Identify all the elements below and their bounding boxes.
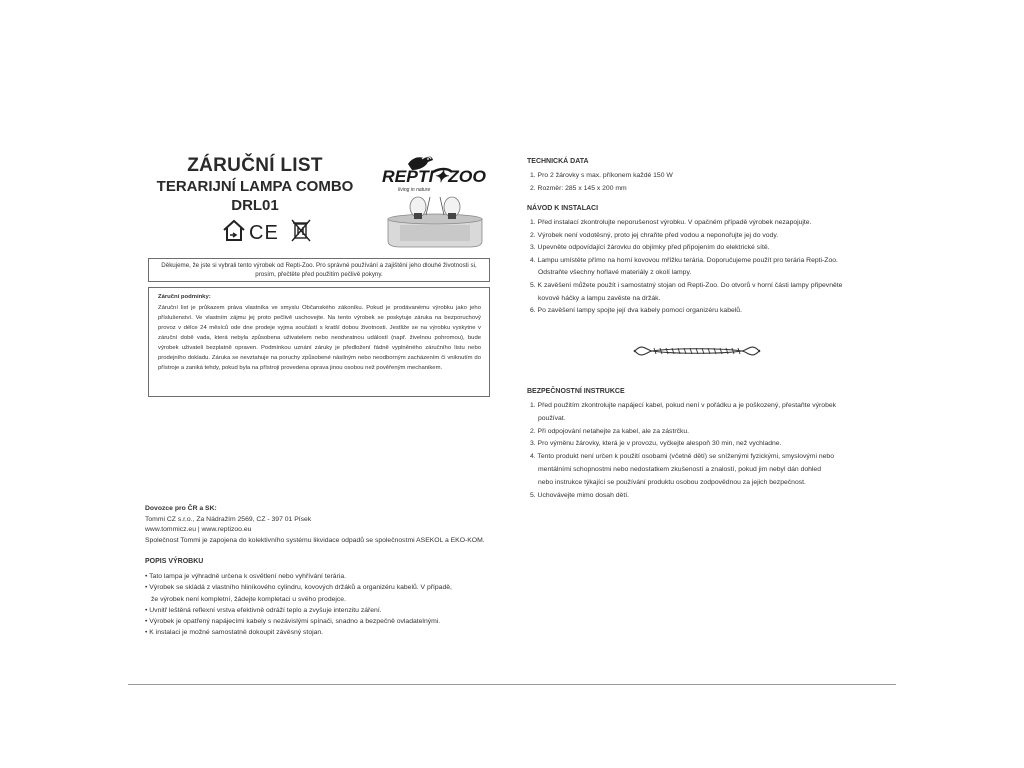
importer-address: Tommi CZ s.r.o., Za Nádražím 2569, CZ - 397 01 Písek — [145, 515, 312, 523]
list-item: 4. Lampu umístěte přímo na horní kovovou mřížku terária. Doporučujeme použít pro terária Repti-Zoo. — [530, 256, 838, 264]
indoor-use-icon — [224, 221, 244, 240]
list-item: • Výrobek se skládá z vlastního hliníkového cylindru, kovových držáků a organizéru kabelů. V případě, že výrobek není kompletní, žádejte kompletaci u svého prodejce. — [145, 584, 452, 603]
list-item: 4. Tento produkt není určen k použití osobami (včetně dětí) se sníženými fyzickými, smyslovými nebo — [530, 453, 834, 461]
list-item: • Tato lampa je výhradně určena k osvětlení nebo vyhřívání terária. — [145, 573, 346, 580]
bottom-divider — [128, 684, 896, 685]
warranty-conditions — [148, 287, 490, 397]
certification-icons — [222, 217, 332, 243]
importer-websites: www.tommicz.eu | www.reptizoo.eu — [145, 526, 252, 533]
list-item: • K instalaci je možné samostatně dokoupit závěsný stojan. — [145, 629, 324, 637]
list-item: 2. Rozměr: 285 x 145 x 200 mm — [530, 184, 627, 192]
warranty-text: Záruční list je průkazem práva vlastníka ve smyslu Občanského zákoníku. Pokud je prodávanému výrobku jako jeho příslušenství. Ve vlastním zájmu jej proto pečlivě uschovejte. Na tento výrobek se poskytuje záruka na bezporuchový provoz v délce 24 měsíců ode dne prodeje vyjma součástí s kratší dobou životnosti. Jestliže se na výrobku vyskytne v záruční době vada, která nebyla způsobena uživatelem nebo neodvratnou událostí (např. živelnou pohromou), bude výrobek uživateli bezplatně opraven. Podmínkou uznání záruky je předložení řádně vyplněného záručního listu nebo prodejního dokladu. Záruka se nevztahuje na poruchy způsobené násilným nebo neodborným zacházením či vniknutím do přístroje a zaniká tehdy, pokud byla na přístroji provedena oprava jinou osobou než pověřeným mechanikem. — [158, 305, 481, 371]
warranty-heading: Záruční podmínky: — [158, 294, 211, 300]
safety-list — [530, 400, 900, 502]
importer-info — [145, 504, 525, 546]
list-item-continuation: nebo instrukce týkající se používání produktu osobou zodpovědnou za jejich bezpečnost. — [538, 478, 806, 486]
repti-zoo-logo — [378, 150, 490, 196]
installation-heading: NÁVOD K INSTALACI — [527, 205, 599, 212]
list-item: 6. Po zavěšení lampy spojte její dva kabely pomocí organizéru kabelů. — [530, 307, 742, 315]
thanks-note: Děkujeme, že jste si vybrali tento výrobek od Repti-Zoo. Pro správné používání a zajištění jeho dlouhé životnosti si, prosím, přečtěte před použitím pečlivě pokyny. — [148, 258, 490, 282]
svg-text:living in nature: living in nature — [398, 187, 431, 193]
technical-data-heading: TECHNICKÁ DATA — [527, 158, 589, 165]
list-item: • Výrobek je opatřený napájecími kabely s nezávislými spínači, snadno a bezpečně ovladatelnými. — [145, 618, 441, 626]
list-item-continuation: mentálními schopnostmi nebo nedostatkem zkušeností a znalostí, pokud jim nebyl dán dohled — [538, 465, 821, 473]
document-title-block — [150, 155, 360, 215]
list-item: 3. Upevněte odpovídající žárovku do objímky před připojením do elektrické sítě. — [530, 244, 770, 252]
safety-heading: BEZPEČNOSTNÍ INSTRUKCE — [527, 388, 625, 395]
list-item: 1. Pro 2 žárovky s max. příkonem každé 150 W — [530, 172, 673, 179]
list-item: 5. K zavěšení můžete použít i samostatný stojan od Repti-Zoo. Do otvorů v horní části lampy připevněte — [530, 281, 843, 289]
cable-organizer-illustration — [632, 330, 762, 372]
installation-list — [530, 217, 900, 318]
ce-mark: CE — [249, 222, 279, 243]
list-item: • Uvnitř leštěná reflexní vrstva efektivně odráží teplo a zvyšuje intenzitu záření. — [145, 606, 382, 614]
importer-heading: Dovozce pro ČR a SK: — [145, 505, 217, 512]
list-item: 2. Výrobek není vodotěsný, proto jej chraňte před vodou a neponořujte jej do vody. — [530, 231, 779, 239]
description-heading: POPIS VÝROBKU — [145, 558, 204, 565]
list-item: 1. Před instalací zkontrolujte neporušenost výrobku. V opačném případě výrobek nezapojujte. — [530, 219, 812, 226]
list-item: 5. Uchovávejte mimo dosah dětí. — [530, 491, 629, 499]
list-item: 1. Před použitím zkontrolujte napájecí kabel, pokud není v pořádku a je poškozený, přestaňte výrobek — [530, 402, 837, 409]
document-title: ZÁRUČNÍ LIST — [187, 155, 323, 176]
svg-text:REPTI✦ZOO: REPTI✦ZOO — [382, 167, 486, 186]
list-item-continuation: Odstraňte všechny hořlavé materiály z okolí lampy. — [538, 269, 692, 277]
technical-data-list — [530, 170, 890, 196]
model-number: DRL01 — [231, 197, 279, 214]
list-item: 2. Při odpojování netahejte za kabel, ale za zástrčku. — [530, 427, 690, 435]
importer-recycling-note: Společnost Tommi je zapojena do kolektivního systému likvidace odpadů se společnostmi ASEKOL a EKO-KOM. — [145, 536, 485, 544]
description-list — [145, 571, 505, 639]
list-item-continuation: kovové háčky a lampu zavěste na držák. — [538, 294, 661, 302]
list-item-continuation: používat. — [538, 414, 566, 422]
list-item: 3. Pro výměnu žárovky, která je v provozu, vyčkejte alespoň 30 min, než vychladne. — [530, 440, 782, 448]
product-name: TERARIJNÍ LAMPA COMBO — [156, 178, 354, 195]
lamp-product-image — [380, 195, 490, 250]
weee-bin-icon — [292, 220, 310, 241]
